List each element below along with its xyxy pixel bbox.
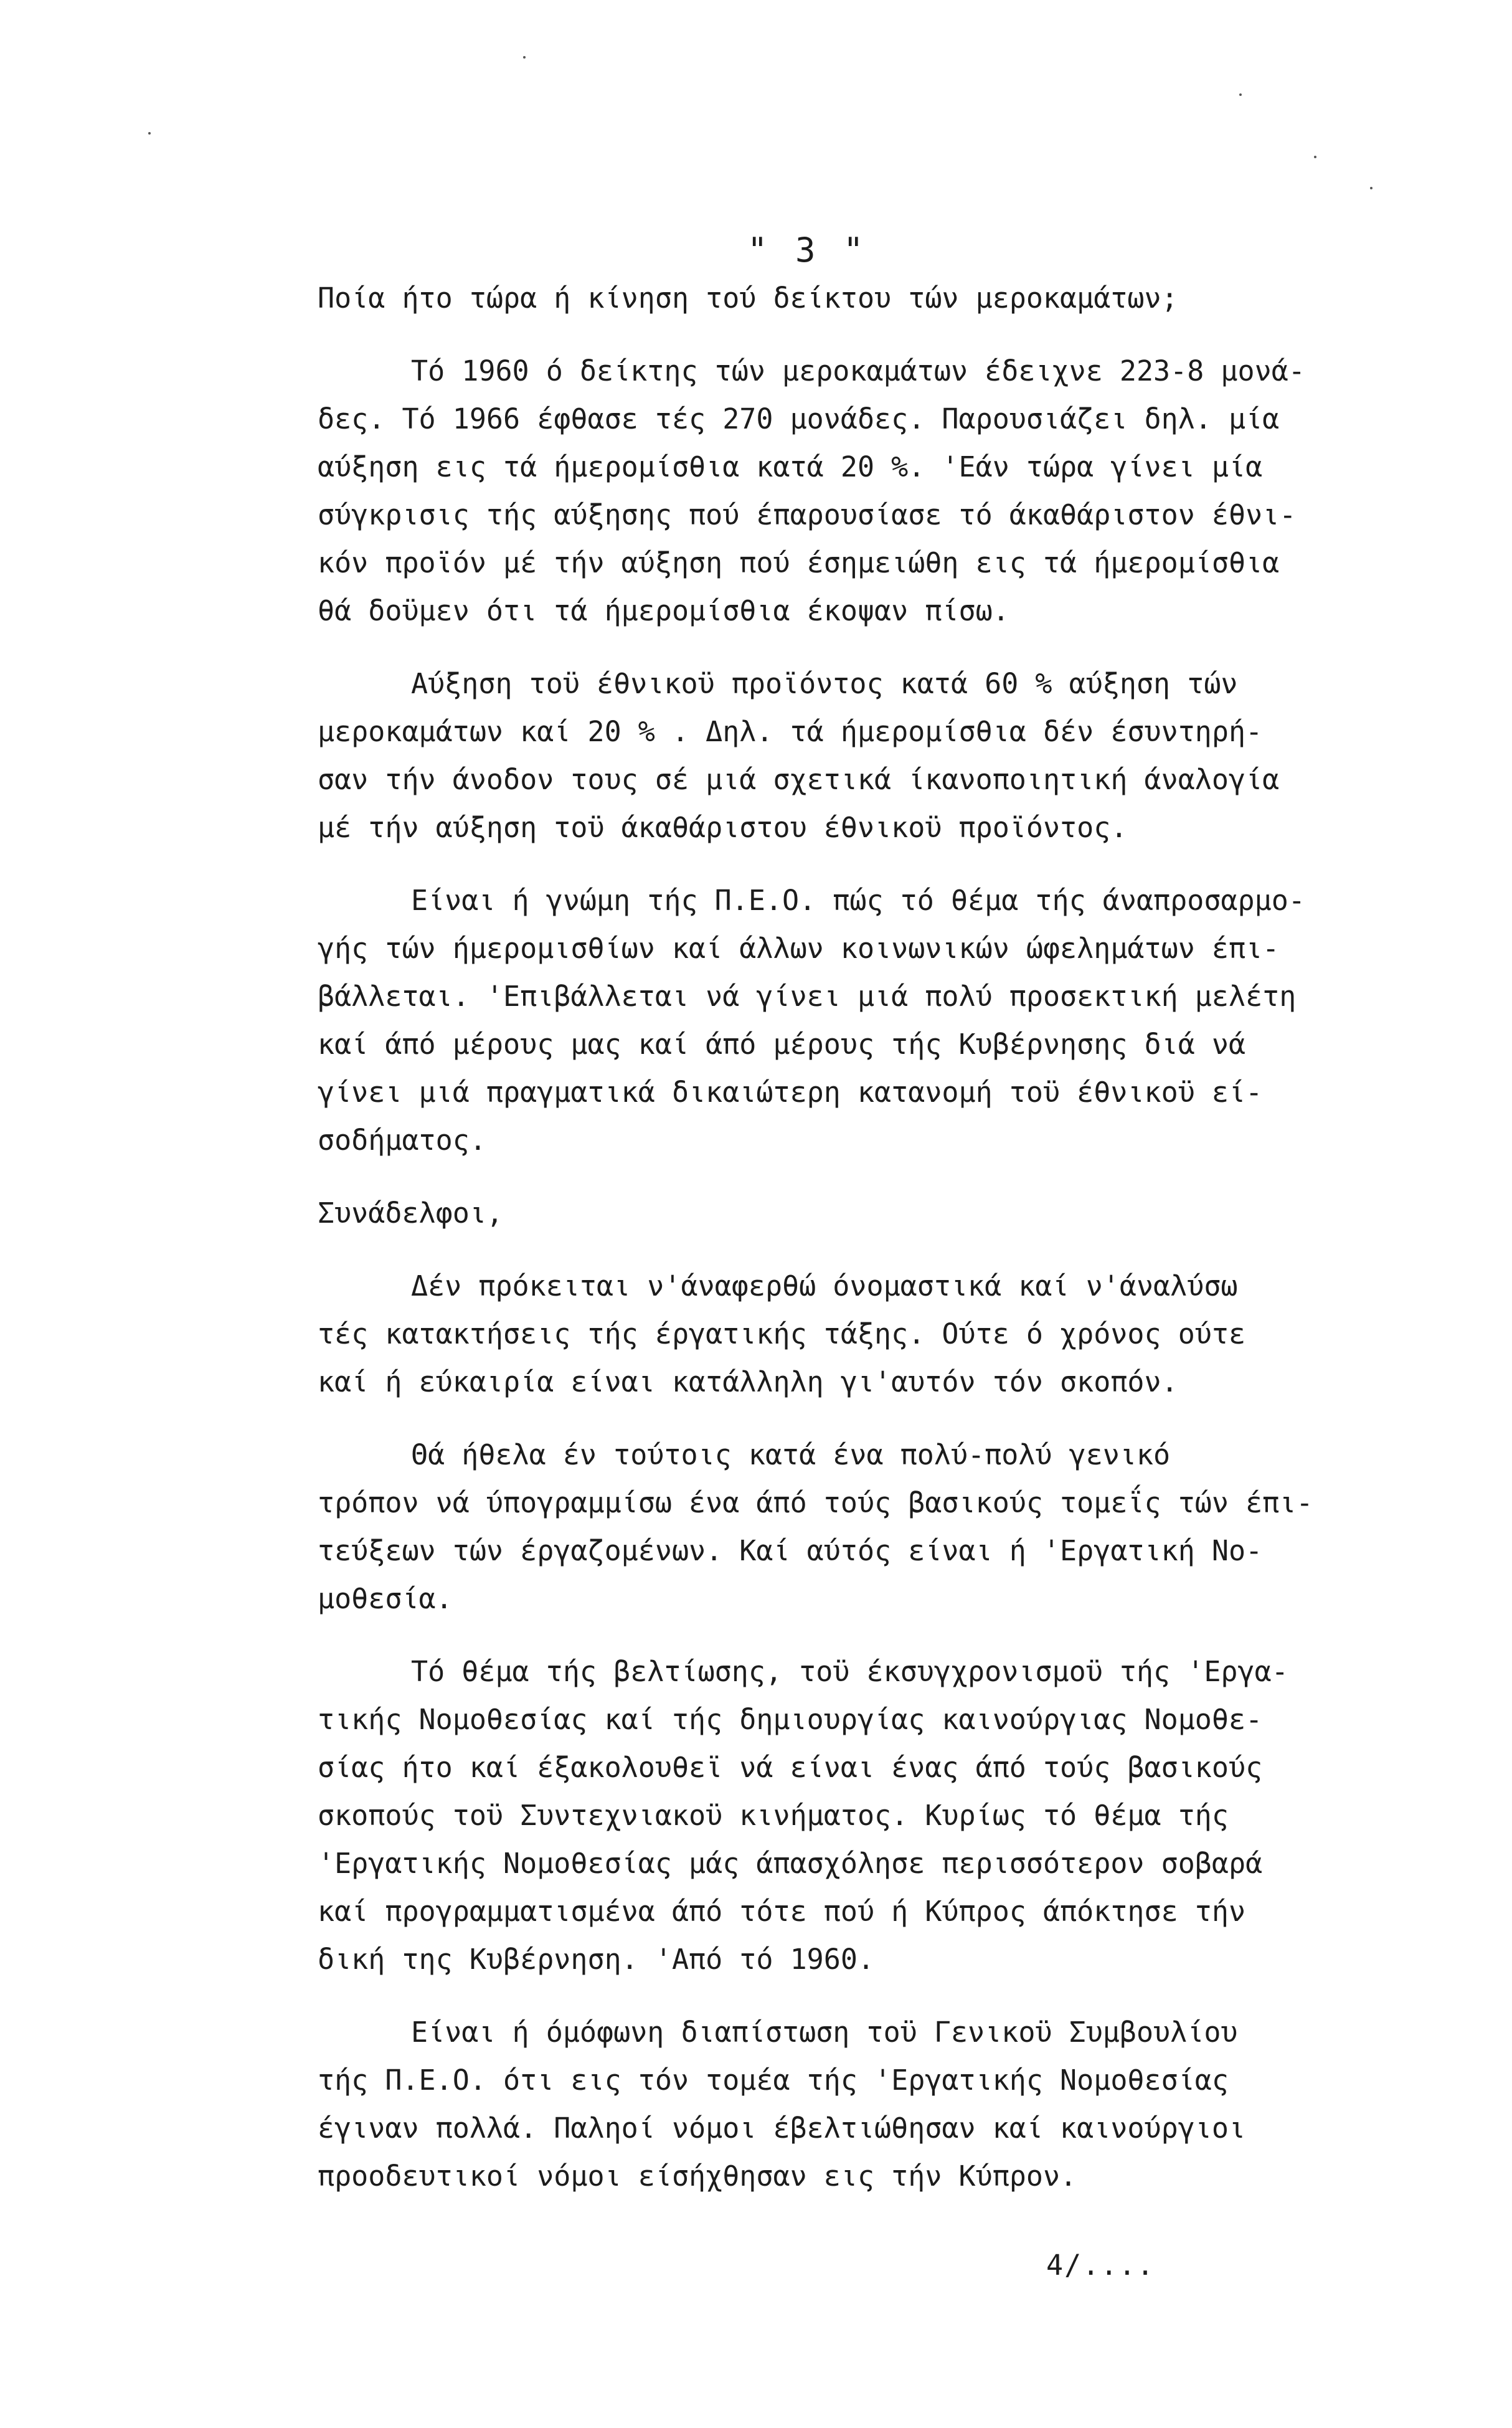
scan-speck [1314, 156, 1316, 158]
text-line: δες. Τό 1966 έφθασε τές 270 μονάδες. Παρουσιάζει δηλ. μία [318, 402, 1280, 435]
scan-speck [1239, 93, 1242, 96]
text-line: μέ τήν αύξηση τοϋ άκαθάριστου έθνικοϋ προϊόντος. [318, 811, 1128, 844]
scan-speck [1370, 187, 1373, 189]
scan-speck [523, 56, 526, 59]
text-line: Αύξηση τοϋ έθνικοϋ προϊόντος κατά 60 % αύξηση τών [411, 667, 1238, 700]
text-line: Είναι ή γνώμη τής Π.Ε.Ο. πώς τό θέμα τής άναπροσαρμο- [411, 884, 1305, 917]
text-line: γίνει μιά πραγματικά δικαιώτερη κατανομή τοϋ έθνικοϋ εί- [318, 1076, 1263, 1109]
text-line: γής τών ήμερομισθίων καί άλλων κοινωνικών ώφελημάτων έπι- [318, 932, 1280, 965]
paragraph-8 [318, 1648, 1389, 1983]
text-line: μοθεσία. [318, 1582, 453, 1615]
text-line: έγιναν πολλά. Παληοί νόμοι έβελτιώθησαν καί καινούργιοι [318, 2112, 1246, 2145]
body-text [318, 274, 1389, 2200]
text-line: τεύξεων τών έργαζομένων. Καί αύτός είναι ή 'Εργατική Νο- [318, 1534, 1263, 1567]
text-line: τές κατακτήσεις τής έργατικής τάξης. Ούτε ό χρόνος ούτε [318, 1317, 1246, 1350]
paragraph-9 [318, 2008, 1389, 2200]
paragraph-1 [318, 274, 1389, 322]
paragraph-5 [318, 1189, 1389, 1237]
text-line: καί άπό μέρους μας καί άπό μέρους τής Κυβέρνησης διά νά [318, 1028, 1246, 1061]
text-line: προοδευτικοί νόμοι είσήχθησαν εις τήν Κύπρον. [318, 2160, 1077, 2193]
text-line: θά δοϋμεν ότι τά ήμερομίσθια έκοψαν πίσω. [318, 594, 1009, 627]
paragraph-3 [318, 660, 1389, 851]
salutation: Συνάδελφοι, [318, 1197, 504, 1230]
text-line: Δέν πρόκειται ν'άναφερθώ όνομαστικά καί ν'άναλύσω [411, 1269, 1238, 1302]
text-line: σκοπούς τοϋ Συντεχνιακοϋ κινήματος. Κυρίως τό θέμα τής [318, 1799, 1229, 1832]
text-line: Είναι ή όμόφωνη διαπίστωση τοϋ Γενικοϋ Συμβουλίου [411, 2016, 1238, 2049]
page-number: " 3 " [747, 230, 867, 270]
scan-speck [148, 132, 151, 135]
text-line: αύξηση εις τά ήμερομίσθια κατά 20 %. 'Εάν τώρα γίνει μία [318, 450, 1263, 483]
text-line: κόν προϊόν μέ τήν αύξηση πού έσημειώθη εις τά ήμερομίσθια [318, 546, 1280, 579]
text-line: καί ή εύκαιρία είναι κατάλληλη γι'αυτόν τόν σκοπόν. [318, 1365, 1178, 1398]
text-line: σοδήματος. [318, 1124, 486, 1157]
text-line: σίας ήτο καί έξακολουθεϊ νά είναι ένας άπό τούς βασικούς [318, 1751, 1263, 1784]
paragraph-6 [318, 1262, 1389, 1406]
paragraph-7 [318, 1431, 1389, 1623]
text-line: Θά ήθελα έν τούτοις κατά ένα πολύ-πολύ γενικό [411, 1438, 1171, 1471]
text-line: Ποία ήτο τώρα ή κίνηση τού δείκτου τών μεροκαμάτων; [318, 282, 1178, 315]
text-line: τικής Νομοθεσίας καί τής δημιουργίας καινούργιας Νομοθε- [318, 1703, 1263, 1736]
paragraph-4 [318, 876, 1389, 1164]
text-line: τρόπον νά ύπογραμμίσω ένα άπό τούς βασικούς τομεΐς τών έπι- [318, 1486, 1313, 1519]
text-line: 'Εργατικής Νομοθεσίας μάς άπασχόλησε περισσότερον σοβαρά [318, 1847, 1263, 1880]
text-line: μεροκαμάτων καί 20 % . Δηλ. τά ήμερομίσθια δέν έσυντηρή- [318, 715, 1263, 748]
text-line: Τό 1960 ό δείκτης τών μεροκαμάτων έδειχνε 223-8 μονά- [411, 354, 1305, 387]
text-line: καί προγραμματισμένα άπό τότε πού ή Κύπρος άπόκτησε τήν [318, 1895, 1246, 1928]
text-line: Τό θέμα τής βελτίωσης, τοϋ έκσυγχρονισμοϋ τής 'Εργα- [411, 1655, 1288, 1688]
text-line: δική της Κυβέρνηση. 'Από τό 1960. [318, 1943, 875, 1976]
text-line: βάλλεται. 'Επιβάλλεται νά γίνει μιά πολύ προσεκτική μελέτη [318, 980, 1297, 1013]
text-line: σαν τήν άνοδον τους σέ μιά σχετικά ίκανοποιητική άναλογία [318, 763, 1280, 796]
paragraph-2 [318, 347, 1389, 635]
continuation-marker: 4/.... [1046, 2249, 1155, 2282]
text-line: τής Π.Ε.Ο. ότι εις τόν τομέα τής 'Εργατικής Νομοθεσίας [318, 2064, 1229, 2097]
text-line: σύγκρισις τής αύξησης πού έπαρουσίασε τό άκαθάριστον έθνι- [318, 498, 1297, 531]
